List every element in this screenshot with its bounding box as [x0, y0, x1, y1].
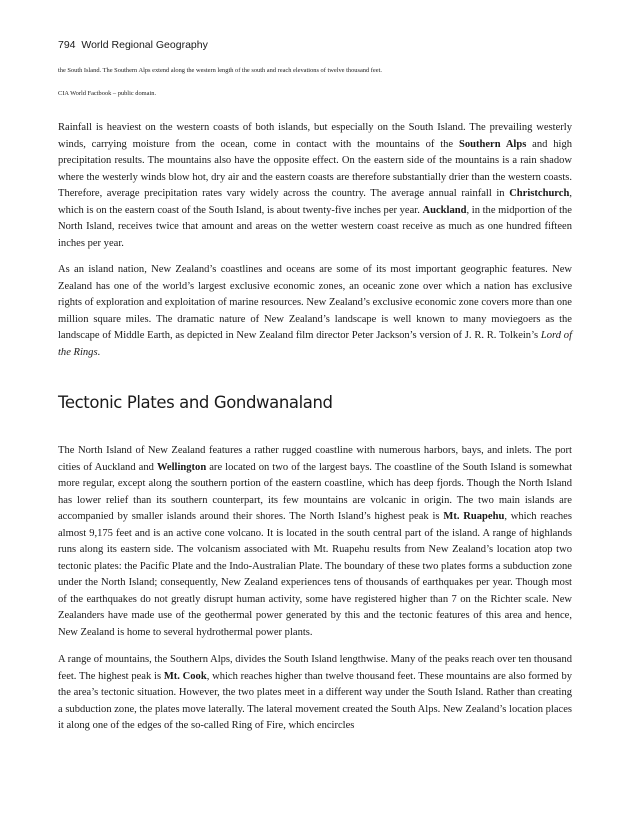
term-auckland: Auckland — [422, 204, 467, 216]
paragraph-text: . — [97, 346, 101, 358]
title-lord-of-the-rings: Lord of the Rings — [58, 330, 573, 358]
paragraph-text: As an island nation, New Zealand’s coastlines and oceans are some of its most important geographic features. New Zealand has one of the world’s largest exclusive economic zones, an oceanic zone over which a nation has exclusive rights of exploration and exploitation of marine resources. New Zealand’s exclusive economic zone covers more than one million square miles. The dramatic nature of New Zealand’s landscape is well known to many moviegoers as the landscape of Middle Earth, as depicted in New Zealand film director Peter Jackson’s version of J. R. R. Tolkein’s — [58, 264, 572, 341]
paragraph-text: are located on two of the largest bays. The coastline of the South Island is somewhat more regular, except along the southern portion of the eastern coastline, which has deep fjords. Though the North Island has lower relief than its southern counterpart, its few mountains are volcanic in origin. The two main islands are accompanied by smaller islands around their shores. The North Island’s highest peak is — [58, 461, 572, 522]
paragraph-island-nation — [58, 262, 572, 361]
paragraph-text: , in the midportion of the North Island, receives twice that amount and areas on the wetter western coast receive as much as one hundred fifteen inches per year. — [58, 204, 572, 249]
paragraph-text: and high precipitation results. The mountains also have the opposite effect. On the eastern side of the mountains is a rain shadow where the westerly winds blow hot, dry air and the eastern coasts are therefore substantially drier than the western coasts. Therefore, average precipitation rates vary widely across the country. The average annual rainfall in — [58, 138, 572, 199]
paragraph-rainfall — [58, 120, 572, 252]
figure-credit: CIA World Factbook – public domain. — [58, 90, 157, 97]
term-mt-cook: Mt. Cook — [163, 670, 207, 682]
figure-caption: the South Island. The Southern Alps extend along the western length of the south and reach elevations of twelve thousand feet. — [58, 67, 382, 74]
paragraph-text: The North Island of New Zealand features a rather rugged coastline with numerous harbors, bays, and inlets. The port cities of Auckland and — [58, 445, 572, 473]
paragraph-text: A range of mountains, the Southern Alps, divides the South Island lengthwise. Many of the peaks reach over ten thousand feet. The highest peak is — [58, 654, 572, 682]
paragraph-text: , which reaches almost 9,175 feet and is an active cone volcano. It is located in the south central part of the island. A range of highlands runs along its eastern side. The volcanism associated with Mt. Ruapehu results from New Zealand’s location atop two tectonic plates: the Pacific Plate and the Indo-Australian Plate. The boundary of these two plates forms a subduction zone under the North Island; consequently, New Zealand experiences tens of thousands of earthquakes per year. Though most of the earthquakes do not greatly disrupt human activity, some have registered higher than 7 on the Richter scale. New Zealanders have made use of the geothermal power generated by this and the tectonic features of this area and hence, New Zealand is home to several hydrothermal power plants. — [58, 511, 572, 638]
book-title: World Regional Geography — [81, 39, 208, 51]
page-number: 794 — [58, 39, 76, 51]
term-mt-ruapehu: Mt. Ruapehu — [443, 511, 505, 522]
paragraph-southern-alps — [58, 652, 572, 735]
paragraph-text: , which reaches higher than twelve thousand feet. These mountains are also formed by the area’s tectonic situation. However, the two plates meet in a different way under the South Island. Rather than creating a subduction zone, the plates move laterally. The lateral movement created the South Alps. New Zealand’s location places it along one of the edges of the so-called Ring of Fire, which encircles — [58, 670, 572, 731]
paragraph-text: Rainfall is heaviest on the western coasts of both islands, but especially on the South Island. The prevailing westerly winds, carrying moisture from the ocean, come in contact with the mountains of the — [58, 122, 572, 150]
term-wellington: Wellington — [156, 461, 207, 473]
section-heading: Tectonic Plates and Gondwanaland — [58, 393, 333, 412]
term-southern-alps: Southern Alps — [458, 138, 527, 150]
running-header — [58, 38, 572, 52]
paragraph-text: , which is on the eastern coast of the South Island, is about twenty-five inches per year. — [58, 188, 572, 216]
term-christchurch: Christchurch — [509, 188, 570, 199]
paragraph-north-island — [58, 443, 572, 641]
